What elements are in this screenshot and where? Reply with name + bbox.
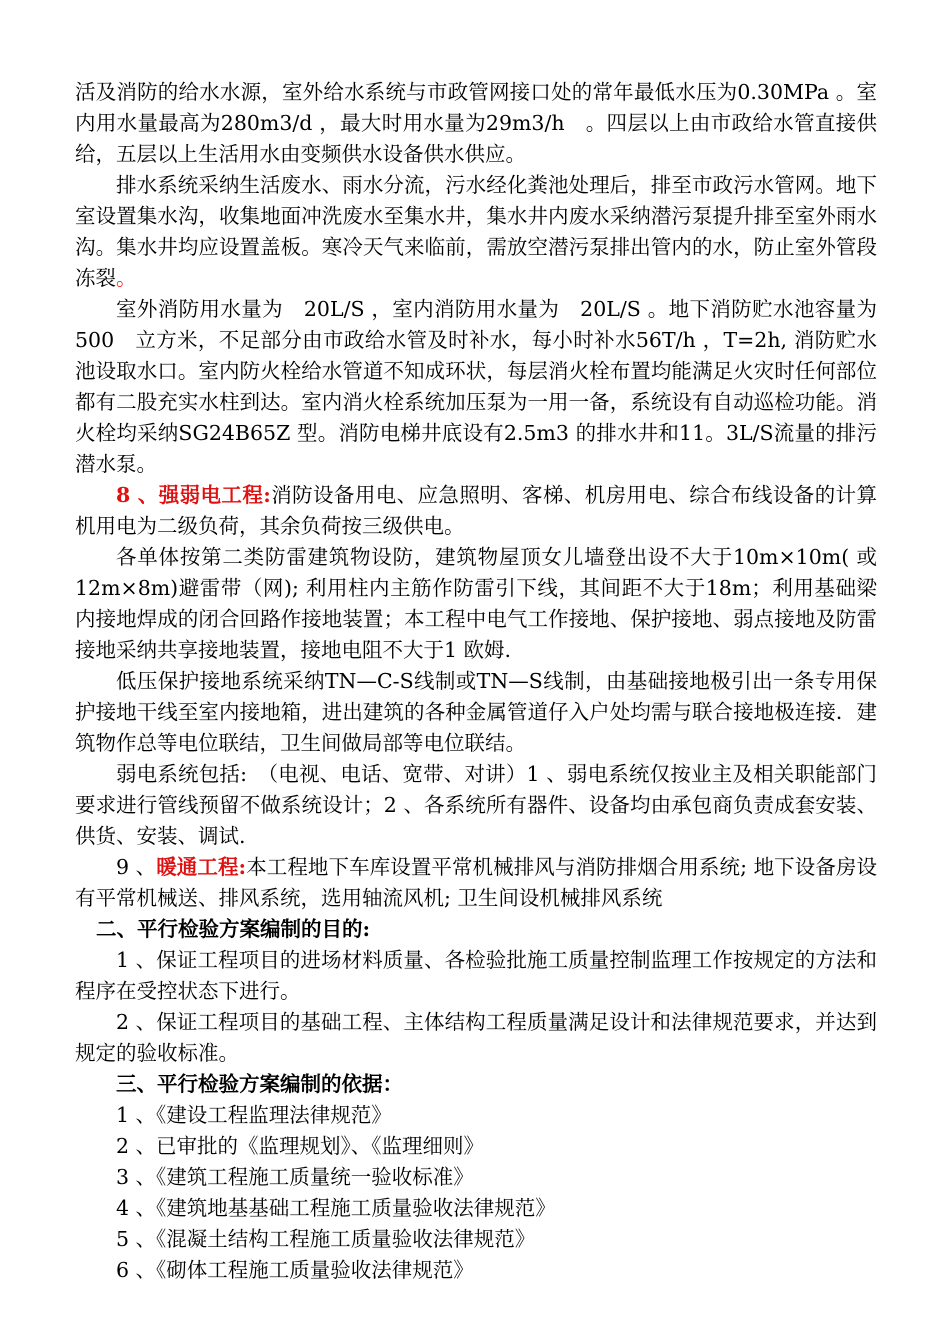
heading-basis: 三、平行检验方案编制的依据：	[116, 1072, 403, 1096]
basis-item: 4 、《建筑地基基础工程施工质量验收法律规范》	[116, 1196, 556, 1220]
section-8-label: 8 、强弱电工程:	[116, 483, 271, 507]
basis-item: 6 、《砌体工程施工质量验收法律规范》	[116, 1258, 474, 1282]
paragraph-drainage-text: 排水系统采纳生活废水、雨水分流，污水经化粪池处理后，排至市政污水管网。地下室设置集水沟，收集地面冲洗废水至集水井，集水井内废水采纳潜污泵提升排至室外雨水沟。集水井均应设置盖板。寒冷天气来临前，需放空潜污泵排出管内的水，防止室外管段冻裂	[75, 173, 877, 290]
basis-item: 2 、已审批的《监理规划》、《监理细则》	[116, 1134, 485, 1158]
basis-item: 3 、《建筑工程施工质量统一验收标准》	[116, 1165, 474, 1189]
paragraph-grounding: 低压保护接地系统采纳TN—C-S线制或TN—S线制，由基础接地极引出一条专用保护接地干线至室内接地箱，进出建筑的各种金属管道仔入户处均需与联合接地极连接．建筑物作总等电位联结，卫生间做局部等电位联结。	[75, 669, 877, 755]
basis-item: 5 、《混凝土结构工程施工质量验收法律规范》	[116, 1227, 536, 1251]
section-9-number: 9 、	[116, 855, 157, 879]
paragraph-water-supply: 活及消防的给水水源，室外给水系统与市政管网接口处的常年最低水压为0.30MPa 。室内用水量最高为280m3/d ，最大时用水量为29m3/h 。四层以上由市政给水管直接供给，五层以上生活用水由变频供水设备供水供应。	[75, 80, 877, 166]
paragraph-weak-current: 弱电系统包括: （电视、电话、宽带、对讲）1 、弱电系统仅按业主及相关职能部门要求进行管线预留不做系统设计；2 、各系统所有器件、设备均由承包商负责成套安装、供货、安装、调试.	[75, 762, 877, 848]
basis-item: 1 、《建设工程监理法律规范》	[116, 1103, 392, 1127]
paragraph-hvac	[75, 852, 877, 914]
heading-purpose: 二、平行检验方案编制的目的:	[96, 917, 371, 941]
document-page	[75, 77, 877, 1286]
paragraph-drainage	[75, 170, 877, 294]
paragraph-drainage-end-mark: 。	[116, 266, 137, 290]
paragraph-electrical-text: 消防设备用电、应急照明、客梯、机房用电、综合布线设备的计算机用电为二级负荷，其余负荷按三级供电。	[75, 483, 878, 538]
paragraph-fire-water: 室外消防用水量为 20L/S ，室内消防用水量为 20L/S 。地下消防贮水池容量为500 立方米，不足部分由市政给水管及时补水，每小时补水56T/h ，T=2h, 消防贮水池设取水口。室内防火栓给水管道不知成环状，每层消火栓布置均能满足火灾时任何部位都有二股充实水柱到达。室内消火栓系统加压泵为一用一备，系统设有自动巡检功能。消火栓均采纳SG24B65Z 型。消防电梯井底设有2.5m3 的排水井和11。3L/S流量的排污潜水泵。	[75, 297, 877, 476]
purpose-item: 2 、保证工程项目的基础工程、主体结构工程质量满足设计和法律规范要求，并达到规定的验收标准。	[75, 1010, 877, 1065]
section-9-label: 暖通工程:	[156, 855, 247, 879]
paragraph-electrical	[75, 480, 877, 542]
paragraph-hvac-text: 本工程地下车库设置平常机械排风与消防排烟合用系统; 地下设备房设有平常机械送、排风系统，选用轴流风机; 卫生间设机械排风系统	[75, 855, 877, 910]
paragraph-lightning: 各单体按第二类防雷建筑物设防，建筑物屋顶女儿墙登出设不大于10m×10m( 或12m×8m)避雷带（网); 利用柱内主筋作防雷引下线，其间距不大于18m；利用基础梁内接地焊成的闭合回路作接地装置；本工程中电气工作接地、保护接地、弱点接地及防雷接地采纳共享接地装置，接地电阻不大于1 欧姆.	[75, 545, 877, 662]
purpose-item: 1 、保证工程项目的进场材料质量、各检验批施工质量控制监理工作按规定的方法和程序在受控状态下进行。	[75, 948, 877, 1003]
